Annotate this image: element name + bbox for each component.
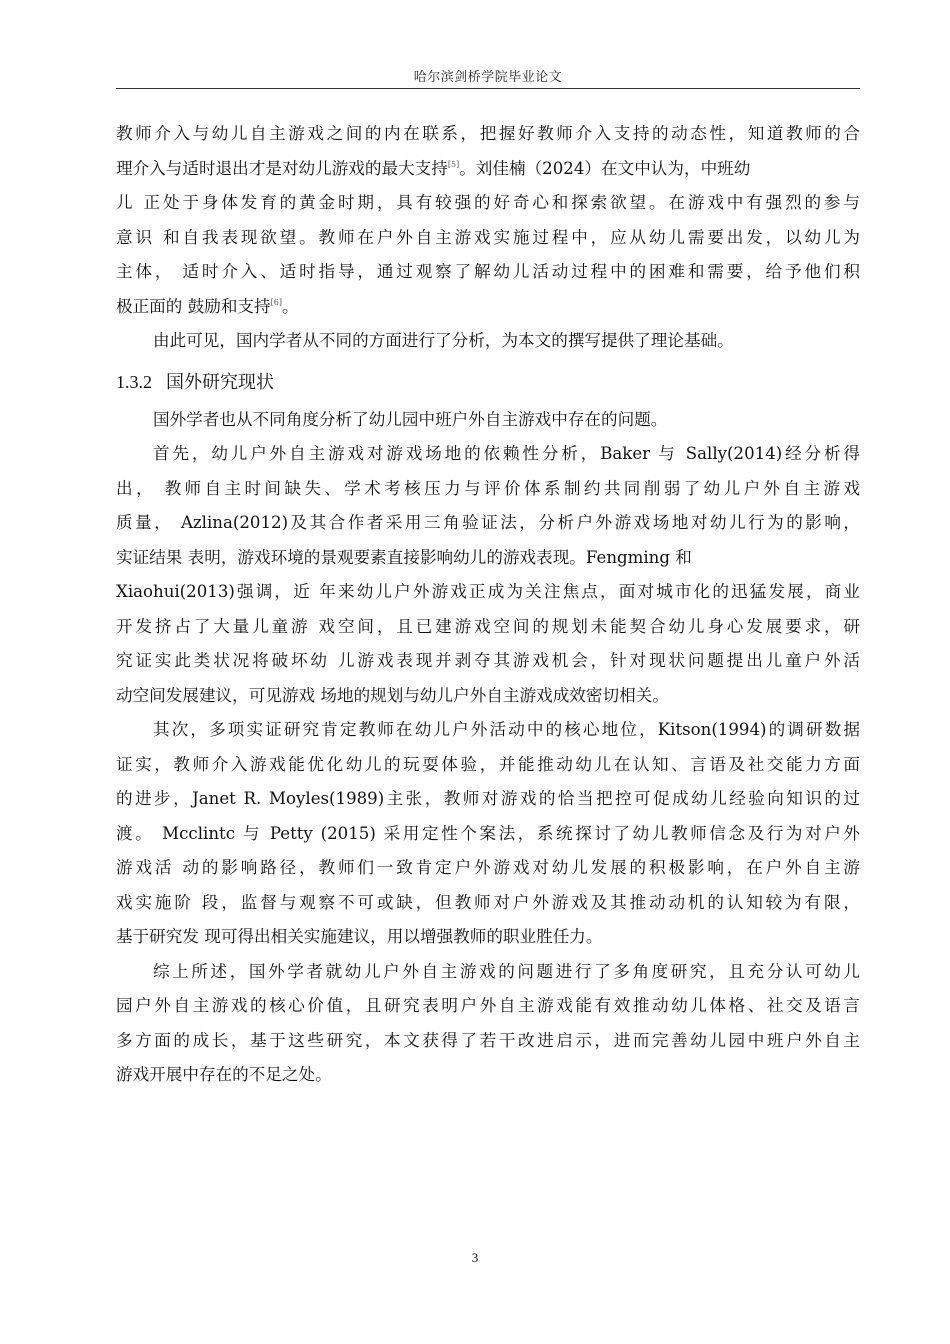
paragraph-line: 多方面的成长，基于这些研究，本文获得了若干改进启示，进而完善幼儿园中班户外自主 <box>116 1030 860 1050</box>
page-body <box>116 117 860 1093</box>
paragraph-line: 儿 正处于身体发育的黄金时期，具有较强的好奇心和探索欲望。在游戏中有强烈的参与 <box>116 193 860 212</box>
paragraph-line: 质量， Azlina(2012)及其合作者采用三角验证法，分析户外游戏场地对幼儿行为的影响， <box>116 513 860 532</box>
citation-ref: [5] <box>447 159 460 169</box>
paragraph-line: 究证实此类状况将破坏幼 儿游戏表现并剥夺其游戏机会，针对现状问题提出儿童户外活 <box>116 651 860 670</box>
paragraph-line: 渡。 Mcclintc 与 Petty (2015) 采用定性个案法，系统探讨了幼儿教师信念及行为对户外 <box>116 823 860 843</box>
paragraph-line: 戏实施阶 段，监督与观察不可或缺，但教师对户外游戏及其推动动机的认知较为有限， <box>116 892 860 912</box>
paragraph-line: 理介入与适时退出才是对幼儿游戏的最大支持[5]。刘佳楠（2024）在文中认为，中班幼 <box>116 158 751 178</box>
paragraph-line: 极正面的 鼓励和支持[6]。 <box>116 296 299 316</box>
header-rule <box>116 88 860 89</box>
paragraph-line: 首先，幼儿户外自主游戏对游戏场地的依赖性分析，Baker 与 Sally(2014)经分析得 <box>153 444 860 463</box>
paragraph-line: 实证结果 表明，游戏环境的景观要素直接影响幼儿的游戏表现。Fengming 和 <box>116 547 692 567</box>
paragraph-line: 证实，教师介入游戏能优化幼儿的玩耍体验，并能推动幼儿在认知、言语及社交能力方面 <box>116 754 860 774</box>
citation-ref: [6] <box>270 297 282 307</box>
section-number: 1.3.2 <box>116 371 152 392</box>
paragraph-line: 由此可见，国内学者从不同的方面进行了分析，为本文的撰写提供了理论基础。 <box>153 331 734 350</box>
page-number: 3 <box>471 1250 479 1265</box>
paragraph-line: 意识 和自我表现欲望。教师在户外自主游戏实施过程中，应从幼儿需要出发，以幼儿为 <box>116 227 860 247</box>
paragraph-line: 出， 教师自主时间缺失、学术考核压力与评价体系制约共同削弱了幼儿户外自主游戏 <box>116 478 860 498</box>
paragraph-line: 开发挤占了大量儿童游 戏空间，且已建游戏空间的规划未能契合幼儿身心发展要求，研 <box>116 616 860 636</box>
paragraph-line: 游戏活 动的影响路径，教师们一致肯定户外游戏对幼儿发展的积极影响，在户外自主游 <box>116 858 860 877</box>
paragraph-line: 的进步，Janet R. Moyles(1989)主张，教师对游戏的恰当把控可促成幼儿经验向知识的过 <box>116 789 860 808</box>
paragraph-line: 基于研究发 现可得出相关实施建议，用以增强教师的职业胜任力。 <box>116 927 603 946</box>
paragraph-line: Xiaohui(2013)强调，近 年来幼儿户外游戏正成为关注焦点，面对城市化的迅猛发展，商业 <box>116 582 860 601</box>
paragraph-line: 游戏开展中存在的不足之处。 <box>116 1065 332 1084</box>
paragraph-line: 动空间发展建议，可见游戏 场地的规划与幼儿户外自主游戏成效密切相关。 <box>116 685 669 705</box>
paragraph-line: 教师介入与幼儿自主游戏之间的内在联系，把握好教师介入支持的动态性，知道教师的合 <box>116 124 860 143</box>
section-title: 国外研究现状 <box>166 371 274 393</box>
paragraph-line: 综上所述，国外学者就幼儿户外自主游戏的问题进行了多角度研究，且充分认可幼儿 <box>153 961 860 981</box>
paragraph-line: 园户外自主游戏的核心价值，且研究表明户外自主游戏能有效推动幼儿体格、社交及语言 <box>116 996 860 1015</box>
paragraph-line: 国外学者也从不同角度分析了幼儿园中班户外自主游戏中存在的问题。 <box>153 409 668 429</box>
paragraph-line: 其次，多项实证研究肯定教师在幼儿户外活动中的核心地位，Kitson(1994)的调研数据 <box>153 720 860 739</box>
running-header: 哈尔滨剑桥学院毕业论文 <box>413 70 563 85</box>
section-heading <box>116 361 860 403</box>
paragraph-line: 主体， 适时介入、适时指导，通过观察了解幼儿活动过程中的困难和需要，给予他们积 <box>116 262 860 281</box>
